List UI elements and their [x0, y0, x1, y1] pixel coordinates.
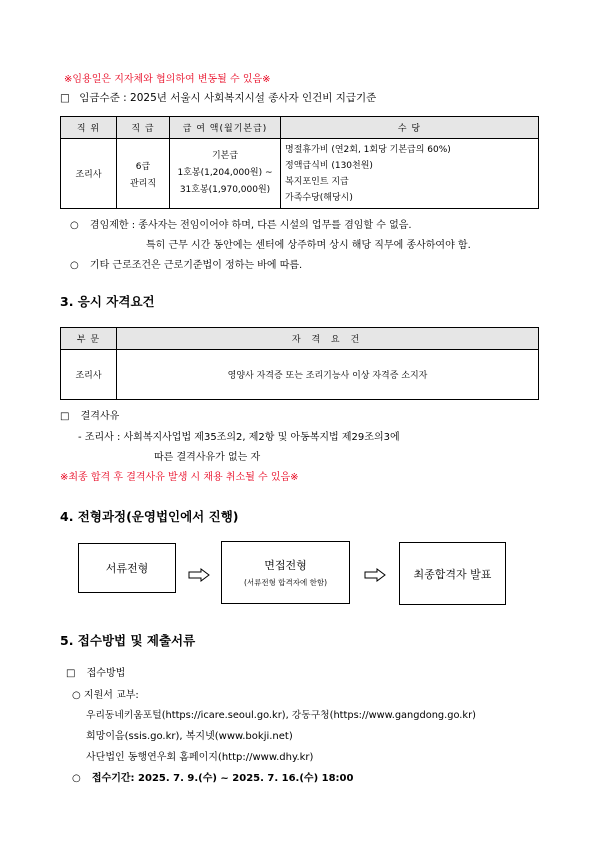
qual-cell-requirement: 영양사 자격증 또는 조리기능사 이상 자격증 소지자 — [117, 350, 539, 400]
condition-2: ○ 기타 근로조건은 근로기준법이 정하는 바에 따름. — [70, 260, 303, 271]
wage-header-allowance: 수 당 — [281, 117, 539, 139]
wage-cell-allowance — [281, 139, 539, 209]
disqualify-line-1: - 조리사 : 사회복지사업법 제35조의2, 제2항 및 아동복지법 제29조의3에 — [78, 432, 400, 443]
condition-1: ○ 겸임제한 : 종사자는 전임이어야 하며, 다른 시설의 업무를 겸임할 수 없음. — [70, 220, 412, 231]
qual-header-requirement: 자 격 요 건 — [117, 328, 539, 350]
pay-range-end: 31호봉(1,970,000원) — [179, 185, 271, 195]
step-document-screening: 서류전형 — [78, 543, 176, 593]
section3-title: 3. 응시 자격요건 — [60, 294, 155, 309]
arrow-right-icon — [188, 568, 210, 582]
grade-level: 6급 — [135, 161, 151, 172]
allowance-item: 가족수당(해당시) — [285, 192, 353, 203]
wage-cell-position: 조리사 — [61, 139, 117, 209]
circle-bullet-icon: ○ — [72, 773, 81, 784]
allowance-item: 명절휴가비 (연2회, 1회당 기본급의 60%) — [285, 144, 451, 155]
circle-bullet-icon: ○ — [72, 690, 81, 701]
step-interview-note: (서류전형 합격자에 한함) — [243, 578, 328, 587]
square-bullet-icon: □ — [60, 411, 70, 422]
disqualify-heading: □ 결격사유 — [60, 411, 120, 422]
section4-title: 4. 전형과정(운영법인에서 진행) — [60, 509, 239, 524]
step-interview: 면접전형 (서류전형 합격자에 한함) — [221, 541, 350, 604]
arrow-right-icon — [364, 568, 386, 582]
wage-heading — [60, 90, 376, 105]
circle-bullet-icon: ○ — [70, 220, 79, 231]
form-source-line-3: 사단법인 동행연우회 홈페이지(http://www.dhy.kr) — [86, 752, 314, 763]
notice-top: ※임용일은 지자체와 협의하여 변동될 수 있음※ — [64, 74, 271, 85]
wage-table — [60, 116, 539, 209]
circle-bullet-icon: ○ — [70, 260, 79, 271]
wage-header-grade: 직 급 — [117, 117, 170, 139]
qualification-table — [60, 327, 539, 400]
allowance-item: 정액급식비 (130천원) — [285, 160, 373, 171]
pay-range-start: 1호봉(1,204,000원) ~ — [177, 168, 273, 178]
pay-title: 기본급 — [211, 151, 239, 161]
section5-title: 5. 접수방법 및 제출서류 — [60, 633, 196, 648]
application-method-heading: □ 접수방법 — [66, 668, 126, 679]
wage-header-position: 직 위 — [61, 117, 117, 139]
application-period: ○ 접수기간: 2025. 7. 9.(수) ~ 2025. 7. 16.(수) 18:00 — [72, 773, 354, 784]
qual-header-dept: 부 문 — [61, 328, 117, 350]
wage-title: 임금수준 : 2025년 서울시 사회복지시설 종사자 인건비 지급기준 — [79, 92, 377, 104]
square-bullet-icon: □ — [60, 92, 70, 104]
step-final-announcement: 최종합격자 발표 — [399, 542, 506, 605]
wage-header-pay: 급 여 액(월기본급) — [170, 117, 281, 139]
square-bullet-icon: □ — [66, 668, 76, 679]
allowance-item: 복지포인트 지급 — [285, 176, 349, 187]
wage-cell-pay — [170, 139, 281, 209]
disqualify-note: ※최종 합격 후 결격사유 발생 시 채용 취소될 수 있음※ — [60, 472, 299, 483]
form-distribution-heading: ○ 지원서 교부: — [72, 690, 139, 701]
form-source-line-1: 우리동네키움포털(https://icare.seoul.go.kr), 강동구청(https://www.gangdong.go.kr) — [86, 710, 476, 721]
condition-1-continued: 특히 근무 시간 동안에는 센터에 상주하며 상시 해당 직무에 종사하여야 함. — [146, 240, 471, 251]
grade-type: 관리직 — [129, 178, 157, 189]
wage-cell-grade — [117, 139, 170, 209]
qual-cell-dept: 조리사 — [61, 350, 117, 400]
disqualify-line-2: 따른 결격사유가 없는 자 — [154, 452, 261, 463]
form-source-line-2: 희망이음(ssis.go.kr), 복지넷(www.bokji.net) — [86, 731, 293, 742]
